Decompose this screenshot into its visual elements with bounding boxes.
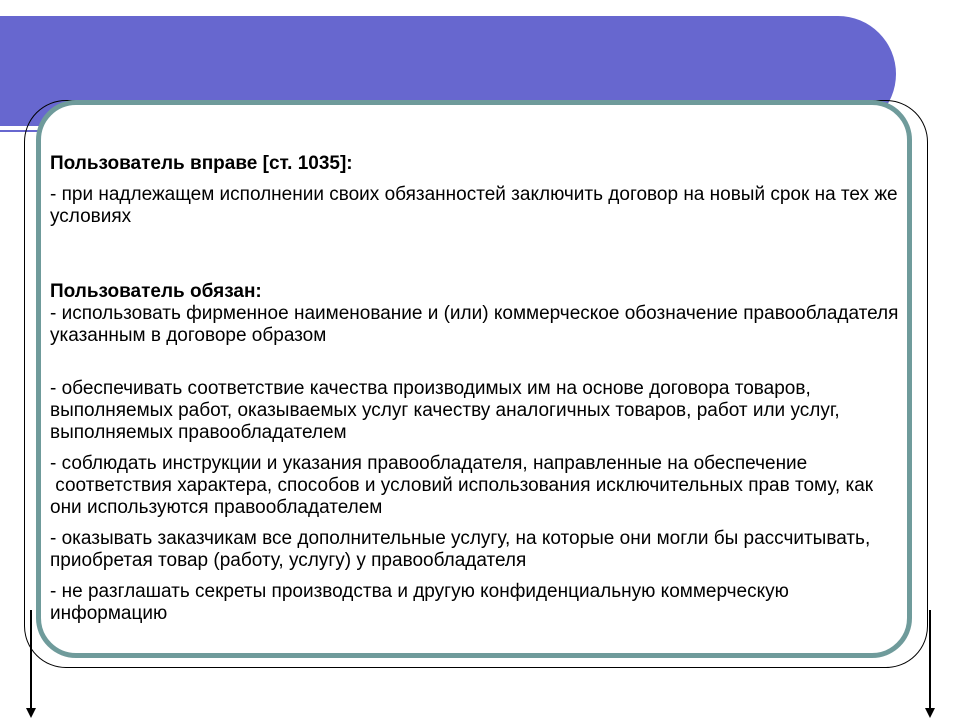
duty-item: - соблюдать инструкции и указания правообладателя, направленные на обеспечение соответствия характера, способов и условий использования исключительных прав тому, как они используются правообладателем: [50, 453, 874, 518]
duties-block: [50, 237, 902, 369]
duty-item: - обеспечивать соответствие качества производимых им на основе договора товаров, выполняемых работ, оказываемых услуг качеству аналогичных товаров, работ или услуг, выполняемых правообладателем: [50, 378, 845, 443]
left-arrow-down-icon: [26, 708, 36, 718]
right-arrow-down-icon: [925, 708, 935, 718]
heading-user-rights: Пользователь вправе [ст. 1035]:: [50, 153, 353, 174]
slide-body: [50, 153, 902, 634]
right-vertical-rule: [929, 610, 931, 714]
duty-item: - не разглашать секреты производства и другую конфиденциальную коммерческую информацию: [50, 581, 795, 624]
heading-user-duties: Пользователь обязан:: [50, 281, 262, 302]
duty-item: - оказывать заказчикам все дополнительные услугу, на которые они могли бы рассчитывать, приобретая товар (работу, услугу) у правообладателя: [50, 528, 876, 571]
rights-item: - при надлежащем исполнении своих обязанностей заключить договор на новый срок на тех же условиях: [50, 184, 903, 227]
duty-item: - использовать фирменное наименование и (или) коммерческое обозначение правообладателя указанным в договоре образом: [50, 303, 904, 346]
left-vertical-rule: [30, 610, 32, 714]
